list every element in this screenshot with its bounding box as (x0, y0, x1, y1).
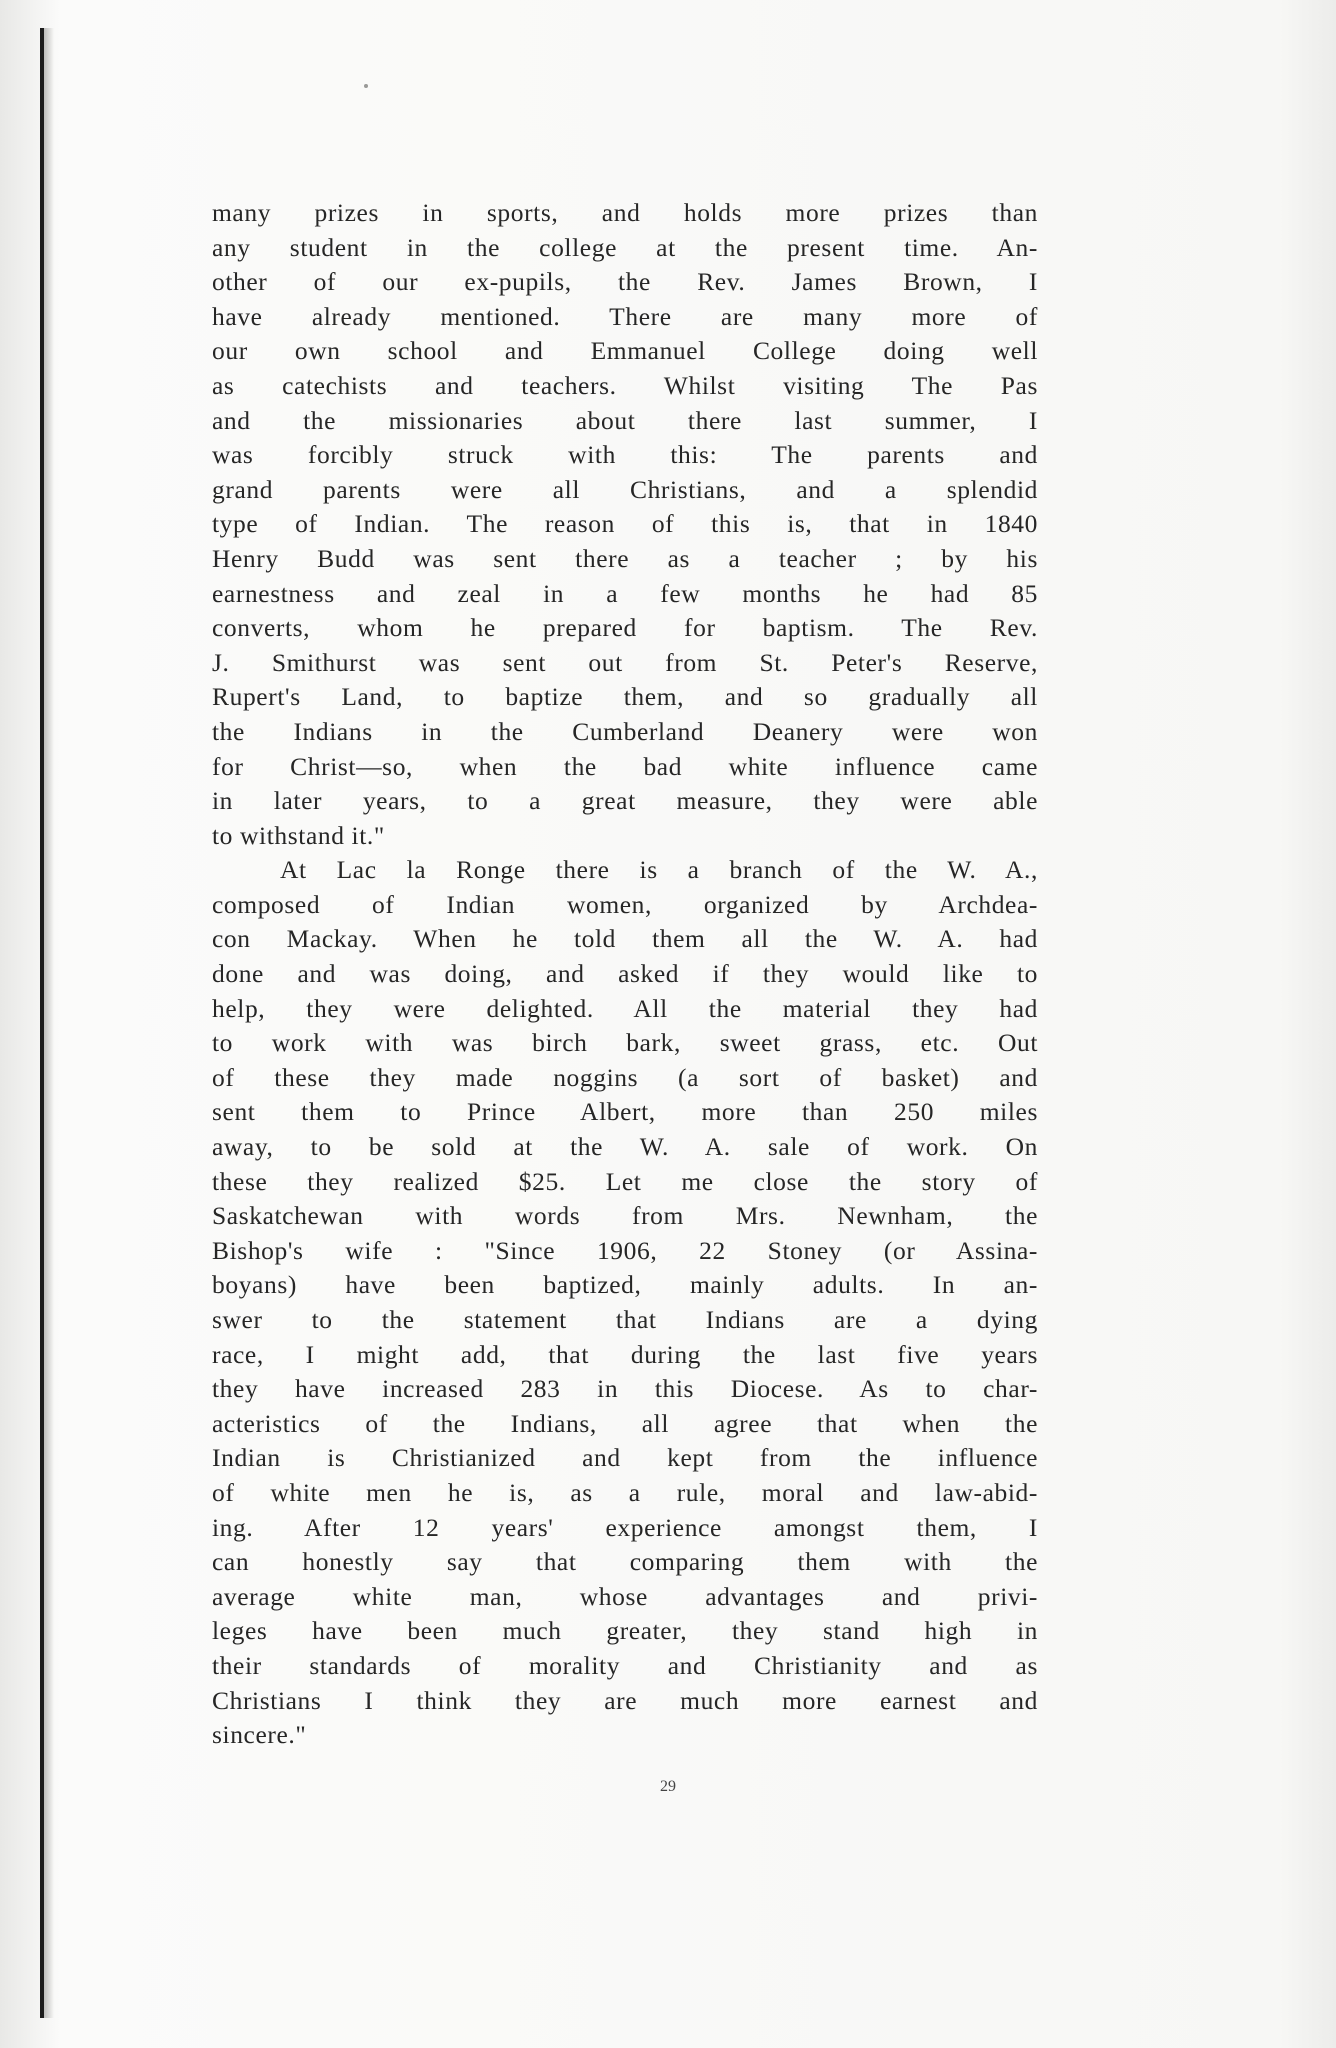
text-line: other of our ex-pupils, the Rev. James Brown, I (212, 267, 1038, 297)
paragraph-1 (212, 196, 1038, 853)
text-line: have already mentioned. There are many more of (212, 301, 1038, 331)
text-line: was forcibly struck with this: The parents and (212, 440, 1038, 470)
text-line: and the missionaries about there last summer, I (212, 405, 1038, 435)
text-line: sincere." (212, 1720, 307, 1750)
text-line: converts, whom he prepared for baptism. The Rev. (212, 613, 1038, 643)
text-line: these they realized $25. Let me close the story of (212, 1166, 1038, 1196)
text-line: in later years, to a great measure, they were able (212, 786, 1038, 816)
text-line: any student in the college at the present time. An- (212, 232, 1038, 262)
text-line: done and was doing, and asked if they would like to (212, 959, 1038, 989)
text-line: ing. After 12 years' experience amongst them, I (212, 1512, 1038, 1542)
text-line: they have increased 283 in this Diocese. As to char- (212, 1374, 1038, 1404)
text-line: earnestness and zeal in a few months he had 85 (212, 578, 1038, 608)
text-line: Indian is Christianized and kept from the influence (212, 1443, 1038, 1473)
text-line: away, to be sold at the W. A. sale of work. On (212, 1132, 1038, 1162)
text-line: leges have been much greater, they stand high in (212, 1616, 1038, 1646)
text-line: of these they made noggins (a sort of basket) and (212, 1062, 1038, 1092)
text-line: as catechists and teachers. Whilst visiting The Pas (212, 370, 1038, 400)
text-line: of white men he is, as a rule, moral and law-abid- (212, 1477, 1038, 1507)
text-line: Bishop's wife : "Since 1906, 22 Stoney (or Assina- (212, 1235, 1038, 1265)
text-line: acteristics of the Indians, all agree that when the (212, 1408, 1038, 1438)
text-line: sent them to Prince Albert, more than 250 miles (212, 1097, 1038, 1127)
text-line: type of Indian. The reason of this is, that in 1840 (212, 509, 1038, 539)
text-line: J. Smithurst was sent out from St. Peter's Reserve, (212, 647, 1038, 677)
text-line: con Mackay. When he told them all the W. A. had (212, 924, 1038, 954)
text-line: for Christ—so, when the bad white influence came (212, 751, 1038, 781)
text-line: grand parents were all Christians, and a splendid (212, 474, 1038, 504)
text-line: At Lac la Ronge there is a branch of the W. A., (280, 855, 1038, 885)
text-line: Henry Budd was sent there as a teacher ; by his (212, 543, 1038, 573)
dust-speck (364, 84, 368, 88)
text-line: to work with was birch bark, sweet grass, etc. Out (212, 1028, 1038, 1058)
text-line: Rupert's Land, to baptize them, and so gradually all (212, 682, 1038, 712)
text-line: swer to the statement that Indians are a dying (212, 1305, 1038, 1334)
text-line: their standards of morality and Christianity and as (212, 1650, 1038, 1680)
text-line: Christians I think they are much more earnest and (212, 1685, 1038, 1715)
page-number: 29 (660, 1778, 676, 1795)
text-line: average white man, whose advantages and privi- (212, 1581, 1038, 1611)
text-line: the Indians in the Cumberland Deanery were won (212, 716, 1038, 746)
body-text (212, 196, 1038, 1753)
binding-shadow (44, 28, 54, 2018)
text-line: many prizes in sports, and holds more prizes than (212, 198, 1038, 227)
text-line: to withstand it." (212, 820, 385, 850)
text-line: race, I might add, that during the last five years (212, 1339, 1038, 1369)
paragraph-2 (212, 853, 1038, 1752)
text-line: our own school and Emmanuel College doing well (212, 336, 1038, 366)
text-line: composed of Indian women, organized by Archdea- (212, 889, 1038, 919)
text-line: help, they were delighted. All the material they had (212, 993, 1038, 1023)
text-line: Saskatchewan with words from Mrs. Newnham, the (212, 1201, 1038, 1231)
text-line: boyans) have been baptized, mainly adults. In an- (212, 1270, 1038, 1300)
text-line: can honestly say that comparing them with the (212, 1547, 1038, 1577)
